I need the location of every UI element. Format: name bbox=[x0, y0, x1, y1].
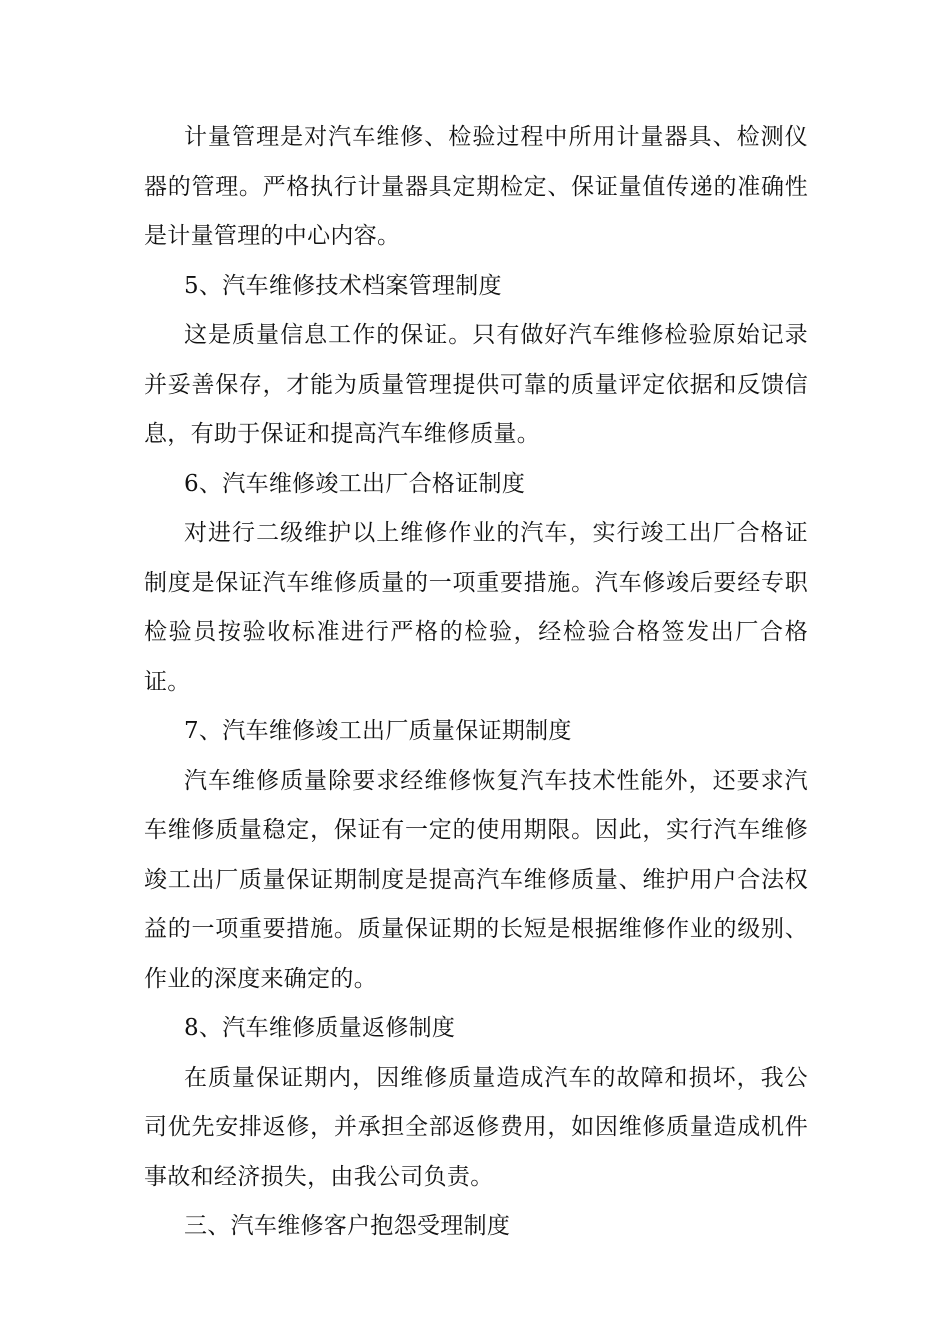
paragraph-warranty-period: 汽车维修质量除要求经维修恢复汽车技术性能外，还要求汽车维修质量稳定，保证有一定的使用期限。因此，实行汽车维修竣工出厂质量保证期制度是提高汽车维修质量、维护用户合法权益的一项重要措施。质量保证期的长短是根据维修作业的级别、作业的深度来确定的。 bbox=[144, 767, 808, 992]
paragraph-metrology-management: 计量管理是对汽车维修、检验过程中所用计量器具、检测仪器的管理。严格执行计量器具定期检定、保证量值传递的准确性是计量管理的中心内容。 bbox=[144, 124, 808, 249]
document-body bbox=[144, 113, 808, 1252]
heading-warranty-period-system: 7、汽车维修竣工出厂质量保证期制度 bbox=[184, 718, 572, 744]
heading-technical-archive-system: 5、汽车维修技术档案管理制度 bbox=[184, 272, 502, 299]
paragraph-rework: 在质量保证期内，因维修质量造成汽车的故障和损坏，我公司优先安排返修，并承担全部返修费用，如因维修质量造成机件事故和经济损失，由我公司负责。 bbox=[144, 1064, 808, 1190]
paragraph-completion-certificate: 对进行二级维护以上维修作业的汽车，实行竣工出厂合格证制度是保证汽车维修质量的一项重要措施。汽车修竣后要经专职检验员按验收标准进行严格的检验，经检验合格签发出厂合格证。 bbox=[144, 520, 808, 695]
heading-complaint-handling-system: 三、汽车维修客户抱怨受理制度 bbox=[184, 1213, 511, 1239]
heading-completion-certificate-system: 6、汽车维修竣工出厂合格证制度 bbox=[184, 470, 526, 497]
paragraph-technical-archive: 这是质量信息工作的保证。只有做好汽车维修检验原始记录并妥善保存，才能为质量管理提供可靠的质量评定依据和反馈信息，有助于保证和提高汽车维修质量。 bbox=[144, 322, 808, 447]
heading-rework-system: 8、汽车维修质量返修制度 bbox=[184, 1015, 456, 1041]
